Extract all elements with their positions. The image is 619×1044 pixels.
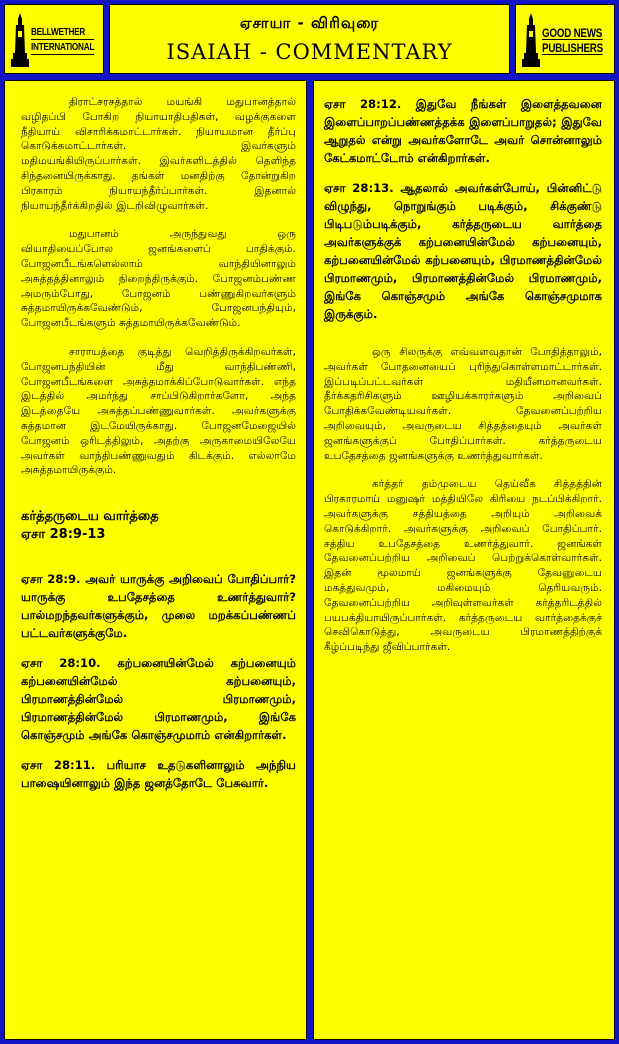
right-column	[313, 80, 615, 1040]
scripture-verse: ஏசா 28:12. இதுவே நீங்கள் இளைத்தவனை இளைப்பாறப்பண்ணத்தக்க இளைப்பாறுதல்; இதுவே ஆறுதல் என்று அவர்களோடே அவர் சொன்னாலும் கேட்கமாட்டோம் என்கிறார்கள்.	[324, 97, 602, 165]
page-title-tamil: ஏசாயா - விரிவுரை	[239, 14, 380, 32]
bellwether-logo	[4, 4, 104, 74]
section-title	[21, 508, 296, 544]
good-news-logo	[515, 4, 615, 74]
commentary-paragraph: மதுபானம் அருந்துவது ஒரு வியாதியைப்போல ஜனங்களைப் பாதிக்கும். போஜனபீடங்களெல்லாம் வாந்தியினாலும் அசுத்தத்தினாலும் நிறைந்திருக்கும். போஜனம்பண்ண அமரும்போது, போஜனம் பண்ணுகிறவர்களும் சுத்தமாயிருக்கவேண்டும், போஜனபந்தியும், போஜனபீடங்களும் சுத்தமாயிருக்கவேண்டும்.	[21, 228, 296, 330]
page-header	[109, 4, 510, 74]
logo-right-line1: GOOD NEWS	[542, 26, 603, 40]
tower-icon	[522, 13, 540, 67]
logo-right-line2: PUBLISHERS	[542, 41, 603, 55]
left-column	[4, 80, 307, 1040]
page-title-english: ISAIAH - COMMENTARY	[166, 40, 453, 64]
commentary-paragraph: சாராயத்தை குடித்து வெறித்திருக்கிறவர்கள், போஜனபந்தியின் மீது வாந்திபண்ணி, போஜனபீடங்களை அசுத்தமாக்கிப்போடுவார்கள். எந்த இடத்தில் அமர்ந்து சாப்பிடுகிறார்களோ, அந்த இடத்தையே அசுத்தப்பண்ணுவார்கள். அவர்களுக்கு சுத்தமான இடமேயிருக்காது. போஜனமேஜையில் போஜனம் ஒரிடத்திலும், அதற்கு அருகாமையிலேயே அவர்கள் வாந்திபண்ணுவதும் கிடக்கும். எல்லாமே அசுத்தமாயிருக்கும்.	[21, 345, 296, 477]
commentary-paragraph: ஒரு சிலருக்கு எவ்வளவுதான் போதித்தாலும், அவர்கள் போதனையைப் புரிந்துகொள்ளமாட்டார்கள். இப்படிப்பட்டவர்கள் மதியீனமானவர்கள். தீர்க்கதரிசிகளும் ஊழியக்காரர்களும் அறிவைப் போதிக்கவேண்டியவர்கள். தேவனைப்பற்றிய அறிவையும், அவருடைய சித்தத்தையும் அவர்கள் ஜனங்களுக்குப் போதிப்பார்கள். கர்த்தருடைய உபதேசத்தை ஜனங்களுக்கு உணர்த்துவார்கள்.	[324, 346, 602, 462]
logo-left-line1: BELLWETHER	[31, 27, 94, 40]
scripture-verse: ஏசா 28:10. கற்பனையின்மேல் கற்பனையும் கற்பனையின்மேல் கற்பனையும், பிரமாணத்தின்மேல் பிரமாணமும், பிரமாணத்தின்மேல் பிரமாணமும், இங்கே கொஞ்சமும் அங்கே கொஞ்சமுமாம் என்கிறார்கள்.	[21, 656, 296, 743]
scripture-verse: ஏசா 28:11. பரியாச உதடுகளினாலும் அந்நிய பாஷையினாலும் இந்த ஜனத்தோடே பேசுவார்.	[21, 758, 296, 791]
tower-icon	[11, 13, 29, 67]
scripture-verse: ஏசா 28:13. ஆதலால் அவர்கள்போய், பின்னிட்டு விழுந்து, நொறுங்கும் படிக்கும், சிக்குண்டு பிடிபடும்படிக்கும், கர்த்தருடைய வார்த்தை அவர்களுக்குக் கற்பனையின்மேல் கற்பனையும், கற்பனையின்மேல் கற்பனையும், பிரமாணத்தின்மேல் பிரமாணமும், பிரமாணத்தின்மேல் பிரமாணமும், இங்கே கொஞ்சமும் அங்கே கொஞ்சமுமாக இருக்கும்.	[324, 181, 602, 321]
scripture-verse: ஏசா 28:9. அவர் யாருக்கு அறிவைப் போதிப்பார்? யாருக்கு உபதேசத்தை உணர்த்துவார்? பால்மறந்தவர்களுக்கும், முலை மறக்கப்பண்ணப் பட்டவர்களுக்குமே.	[21, 572, 296, 641]
section-title-line2: ஏசா 28:9-13	[21, 527, 106, 543]
logo-left-line2: INTERNATIONAL	[31, 42, 95, 53]
section-title-line1: கர்த்தருடைய வார்த்தை	[21, 509, 159, 525]
commentary-paragraph: திராட்சரசத்தால் மயங்கி மதுபானத்தால் வழிதப்பி போகிற நியாயாதிபதிகள், வழக்குகளை நீதியாய் விசாரிக்கமாட்டார்கள். நியாயமான தீர்ப்பு கொடுக்கமாட்டார்கள். இவர்களும் மதிமயங்கியிருப்பார்கள். இவர்களிடத்தில் தெளிந்த சிந்தனையிருக்காது. தங்கள் மனதிற்கு தோன்றுகிற பிரகாரம் நியாயந்தீர்ப்பார்கள். இதனால் நியாயந்தீர்க்கிறதில் இடறிவிழுவார்கள்.	[21, 96, 296, 212]
commentary-paragraph: கர்த்தர் தம்முடைய தெய்வீக சித்தத்தின் பிரகாரமாய் மனுஷர் மத்தியிலே கிரியை நடப்பிக்கிறார். அவர்களுக்கு சத்தியத்தை அறியும் அறிவைக் கொடுக்கிறார். அவர்களுக்கு அறிவைப் போதிப்பார். சத்திய உபதேசத்தை உணர்த்துவார். ஜனங்கள் தேவனைப்பற்றிய அறிவைப் பெற்றுக்கொள்வார்கள். இதன் மூலமாய் ஜனங்களுக்கு தேவனுடைய மகத்துவமும், மகிமையும் தெரியவரும். தேவனைப்பற்றிய அறிவுள்ளவர்கள் கர்த்தரிடத்தில் பயபக்தியாயிருப்பார்கள். கர்த்தருடைய வார்த்தைக்குச் செவிகொடுத்து, அவருடைய பிரமாணத்திற்குக் கீழ்ப்படிந்து ஜீவிப்பார்கள்.	[324, 478, 602, 654]
